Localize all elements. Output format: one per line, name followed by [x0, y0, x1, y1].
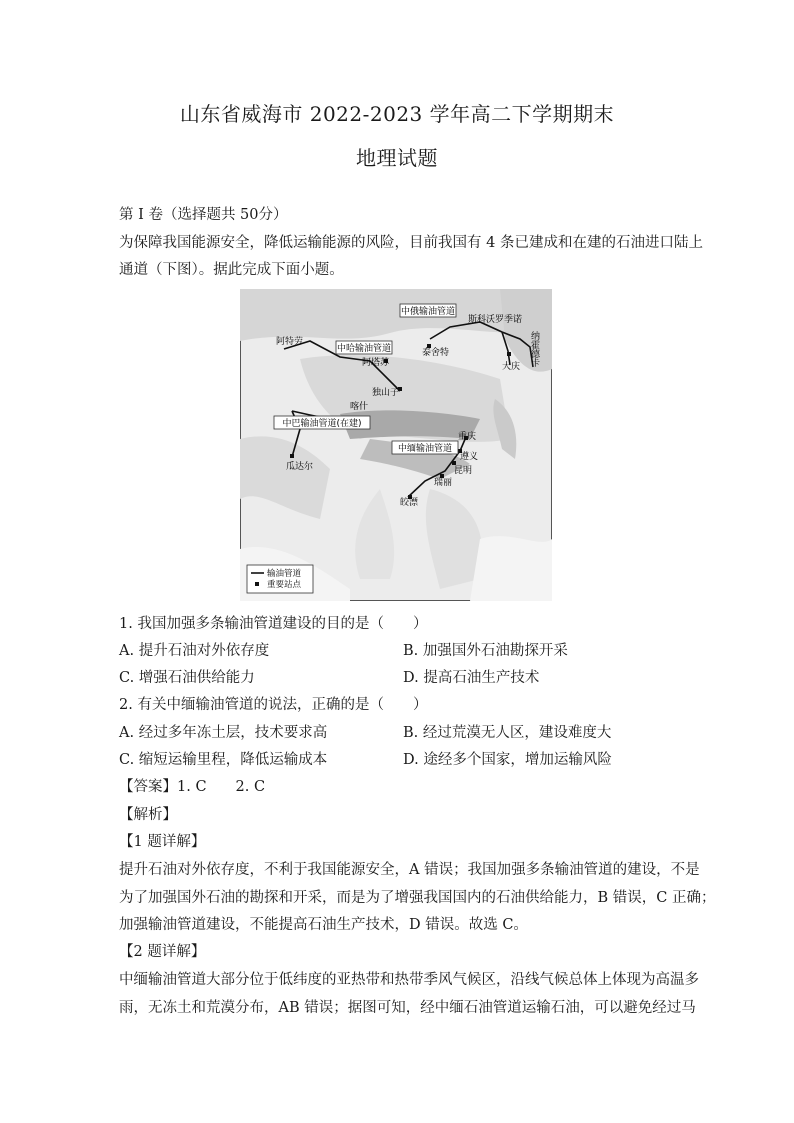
- question-1-option-d: D. 提高石油生产技术: [403, 670, 540, 686]
- question-2-option-c: C. 缩短运输里程，降低运输成本: [119, 752, 328, 768]
- map-label-china-myanmar: 中缅输油管道: [397, 444, 453, 454]
- map-place-skovorodino: 斯科沃罗季诺: [468, 315, 523, 325]
- question-1-option-c: C. 增强石油供给能力: [119, 670, 255, 686]
- section-label: 第 I 卷（选择题共 50分）: [119, 207, 288, 223]
- q1-detail-line: 提升石油对外依存度，不利于我国能源安全，A 错误；我国加强多条输油管道的建设，不是: [119, 862, 700, 878]
- question-stem-line: 为保障我国能源安全，降低运输能源的风险，目前我国有 4 条已建成和在建的石油进口陆上: [119, 235, 703, 251]
- question-2-option-a: A. 经过多年冻土层，技术要求高: [119, 725, 328, 741]
- map-label-china-russia: 中俄输油管道: [400, 307, 456, 317]
- question-2-option-b: B. 经过荒漠无人区，建设难度大: [403, 725, 612, 741]
- map-place-daqing: 大庆: [502, 362, 521, 372]
- map-place-atasu: 阿塔苏: [362, 358, 390, 368]
- question-1-stem: 1. 我国加强多条输油管道建设的目的是（ ）: [119, 616, 428, 632]
- map-place-kyaukpyu: 皎漂: [400, 498, 419, 508]
- paper-title: 山东省威海市 2022-2023 学年高二下学期期末: [179, 102, 615, 126]
- map-place-kashgar: 喀什: [350, 402, 369, 412]
- legend-station-label: 重要站点: [267, 580, 302, 590]
- q1-detail-line: 为了加强国外石油的勘探和开采，而是为了增强我国国内的石油供给能力，B 错误，C 正确；: [119, 890, 716, 906]
- map-place-ruili: 瑞丽: [434, 478, 453, 488]
- q2-detail-line: 中缅输油管道大部分位于低纬度的亚热带和热带季风气候区，沿线气候总体上体现为高温多: [119, 972, 699, 988]
- map-place-nakhodka: 纳霍德卡: [529, 331, 539, 367]
- map-place-atyrau: 阿特劳: [276, 337, 304, 347]
- map-place-kunming: 昆明: [454, 466, 473, 476]
- question-1-option-b: B. 加强国外石油勘探开采: [403, 643, 568, 659]
- map-place-zunyi: 遵义: [460, 452, 479, 462]
- answer-line: 【答案】1. C 2. C: [119, 779, 266, 795]
- pipeline-map: [240, 289, 552, 601]
- map-place-gwadar: 瓜达尔: [286, 462, 314, 472]
- map-place-dushanzi: 独山子: [372, 388, 400, 398]
- paper-subtitle: 地理试题: [356, 146, 438, 170]
- q2-detail-heading: 【2 题详解】: [119, 944, 206, 960]
- question-stem-line: 通道（下图）。据此完成下面小题。: [119, 262, 344, 278]
- map-label-china-kazakhstan: 中哈输油管道: [336, 344, 392, 354]
- q2-detail-line: 雨，无冻土和荒漠分布，AB 错误；据图可知，经中缅石油管道运输石油，可以避免经过马: [119, 1000, 696, 1016]
- map-label-china-pakistan: 中巴输油管道(在建): [282, 419, 362, 429]
- question-1-option-a: A. 提升石油对外依存度: [119, 643, 270, 659]
- q1-detail-line: 加强输油管道建设，不能提高石油生产技术，D 错误。故选 C。: [119, 917, 528, 933]
- map-place-taishet: 泰舍特: [422, 348, 450, 358]
- q1-detail-heading: 【1 题详解】: [119, 834, 206, 850]
- question-2-option-d: D. 途经多个国家，增加运输风险: [403, 752, 612, 768]
- legend-pipeline-label: 输油管道: [267, 569, 302, 579]
- question-2-stem: 2. 有关中缅输油管道的说法，正确的是（ ）: [119, 697, 428, 713]
- analysis-heading: 【解析】: [119, 807, 177, 823]
- map-place-chongqing: 重庆: [458, 432, 477, 442]
